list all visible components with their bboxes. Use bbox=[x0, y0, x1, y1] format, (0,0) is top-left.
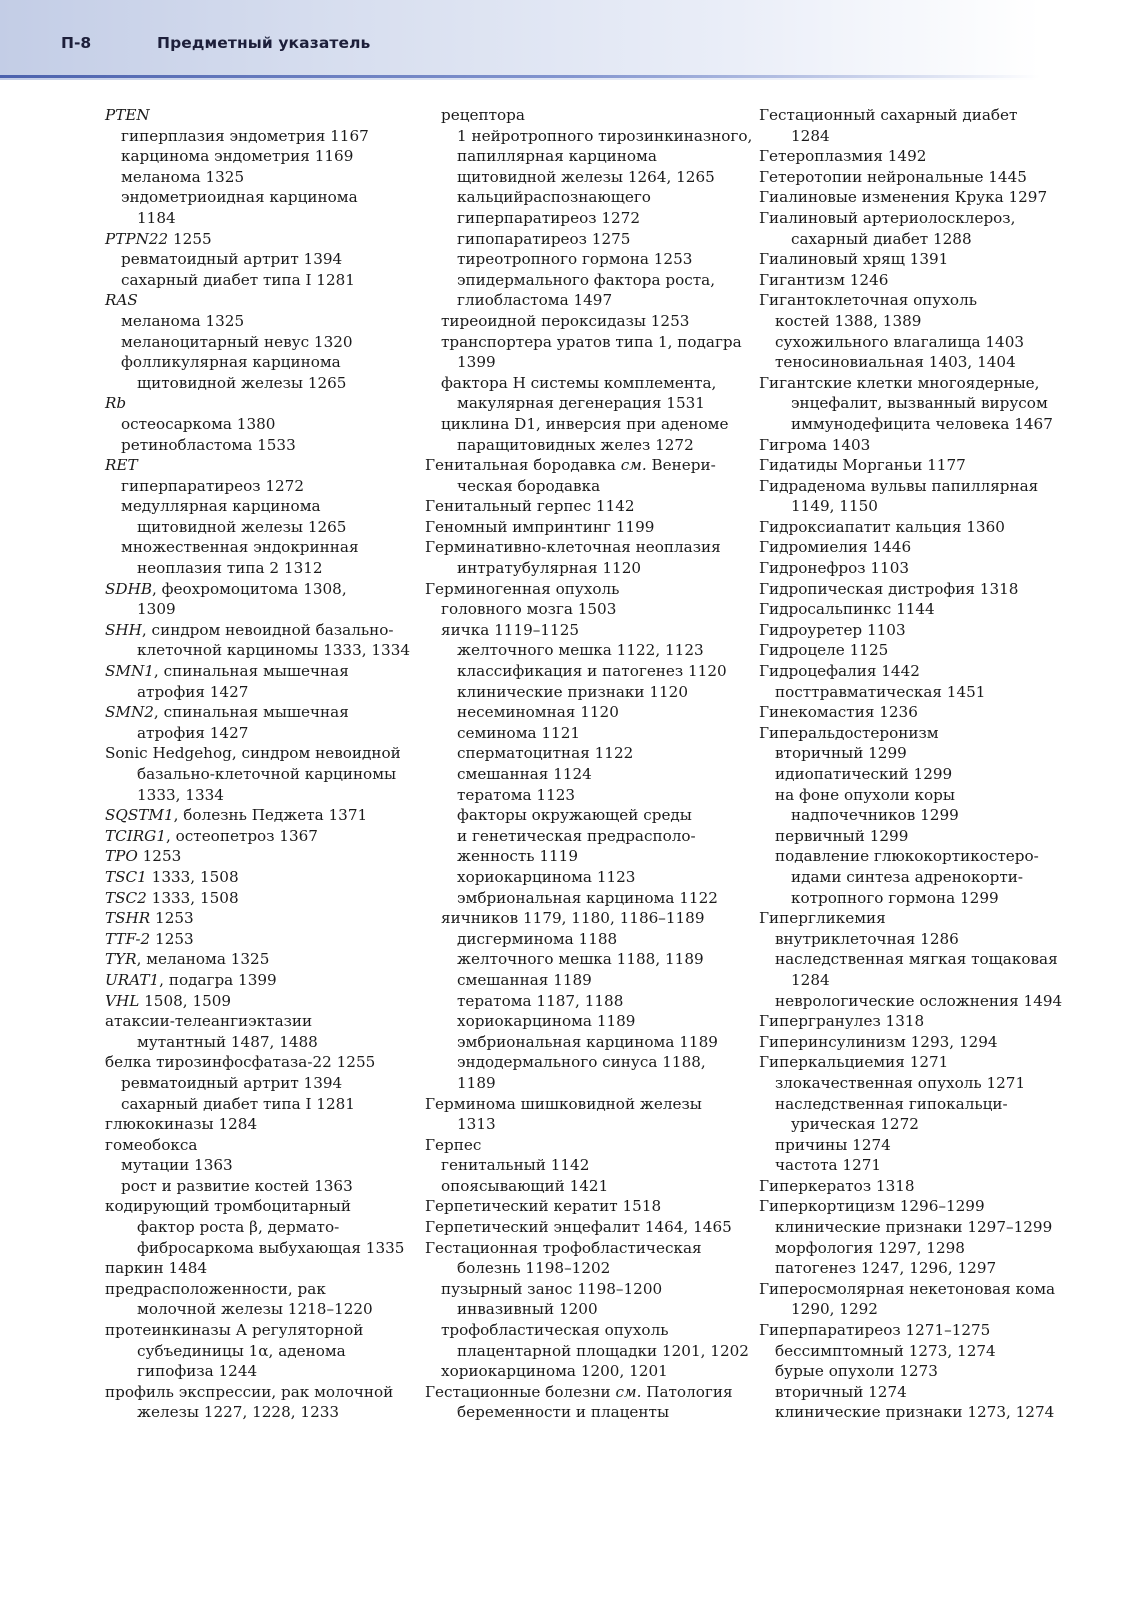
index-entry: 1309 bbox=[137, 600, 176, 619]
index-entry: предрасположенности, рак bbox=[105, 1279, 326, 1298]
index-entry: наследственная гипокальци- bbox=[775, 1094, 1008, 1113]
index-entry: фибросаркома выбухающая 1335 bbox=[137, 1238, 405, 1257]
index-entry: папиллярная карцинома bbox=[457, 147, 657, 166]
index-entry: факторы окружающей среды bbox=[457, 806, 692, 825]
index-entry: Гидромиелия 1446 bbox=[759, 538, 912, 557]
index-entry: 1399 bbox=[457, 353, 496, 372]
index-entry: Гетероплазмия 1492 bbox=[759, 147, 927, 166]
index-entry: Гидроцеле 1125 bbox=[759, 641, 889, 660]
index-entry: макулярная дегенерация 1531 bbox=[457, 394, 705, 413]
index-entry: Герпетический энцефалит 1464, 1465 bbox=[425, 1218, 732, 1237]
index-entry: Гетеротопии нейрональные 1445 bbox=[759, 167, 1027, 186]
index-entry: Гигантские клетки многоядерные, bbox=[759, 373, 1040, 392]
gene-symbol: SMN1 bbox=[105, 662, 154, 681]
page-number: П-8 bbox=[61, 34, 92, 52]
index-entry: 1284 bbox=[791, 970, 830, 989]
index-entry: 1284 bbox=[791, 126, 830, 145]
index-entry: TCIRG1, остеопетроз 1367 bbox=[105, 826, 318, 845]
index-entry: хориокарцинома 1200, 1201 bbox=[441, 1362, 668, 1381]
index-entry: карцинома эндометрия 1169 bbox=[121, 147, 354, 166]
index-entry: Гидроуретер 1103 bbox=[759, 620, 906, 639]
index-entry: TTF-2 1253 bbox=[105, 929, 194, 948]
gene-symbol: SMN2 bbox=[105, 703, 154, 722]
index-entry: желточного мешка 1122, 1123 bbox=[457, 641, 704, 660]
index-entry: 1333, 1334 bbox=[137, 785, 224, 804]
index-entry: патогенез 1247, 1296, 1297 bbox=[775, 1259, 997, 1278]
index-entry: PTPN22 1255 bbox=[105, 229, 212, 248]
index-entry: SQSTM1, болезнь Педжета 1371 bbox=[105, 806, 368, 825]
index-entry: Гиалиновые изменения Крука 1297 bbox=[759, 188, 1048, 207]
index-entry: субъединицы 1α, аденома bbox=[137, 1341, 346, 1360]
index-entry: плацентарной площадки 1201, 1202 bbox=[457, 1341, 749, 1360]
index-entry: посттравматическая 1451 bbox=[775, 682, 986, 701]
index-entry: Гиперосмолярная некетоновая кома bbox=[759, 1279, 1056, 1298]
see-reference: см. bbox=[615, 1382, 642, 1401]
index-entry: Гиалиновый артериолосклероз, bbox=[759, 208, 1016, 227]
index-entry: молочной железы 1218–1220 bbox=[137, 1300, 373, 1319]
index-entry: смешанная 1124 bbox=[457, 765, 592, 783]
index-entry: яичников 1179, 1180, 1186–1189 bbox=[441, 909, 705, 928]
index-entry: классификация и патогенез 1120 bbox=[457, 662, 727, 681]
index-entry: 1184 bbox=[137, 208, 176, 227]
gene-symbol: SDHB bbox=[105, 579, 152, 598]
index-entry: TPO 1253 bbox=[105, 847, 182, 866]
index-entry: URAT1, подагра 1399 bbox=[105, 970, 277, 989]
index-entry: сахарный диабет типа I 1281 bbox=[121, 270, 355, 289]
index-entry: паращитовидных желез 1272 bbox=[457, 435, 694, 454]
gene-symbol: VHL bbox=[105, 991, 140, 1010]
index-entry: урическая 1272 bbox=[791, 1115, 919, 1134]
gene-symbol: TSC1 bbox=[105, 867, 147, 886]
index-entry: Геномный импринтинг 1199 bbox=[425, 517, 655, 536]
index-entry: Гигантоклеточная опухоль bbox=[759, 291, 977, 310]
index-entry: семинома 1121 bbox=[457, 723, 581, 742]
index-entry: головного мозга 1503 bbox=[441, 600, 617, 619]
gene-symbol: TTF-2 bbox=[105, 929, 151, 948]
index-entry: и генетическая предрасполо- bbox=[457, 826, 696, 845]
index-entry: базально-клеточной карциномы bbox=[137, 765, 397, 783]
index-entry: гомеобокса bbox=[105, 1135, 198, 1154]
index-entry: Герпетический кератит 1518 bbox=[425, 1197, 662, 1216]
index-entry: мутации 1363 bbox=[121, 1156, 233, 1175]
index-entry: Гигантизм 1246 bbox=[759, 270, 889, 289]
index-entry: рост и развитие костей 1363 bbox=[121, 1176, 353, 1195]
index-entry: Гинекомастия 1236 bbox=[759, 703, 918, 722]
index-entry: кальцийраспознающего bbox=[457, 188, 651, 207]
index-entry: RET bbox=[105, 456, 138, 475]
index-entry: инвазивный 1200 bbox=[457, 1300, 598, 1319]
gene-symbol: PTPN22 bbox=[105, 229, 169, 248]
index-entry: вторичный 1299 bbox=[775, 744, 907, 763]
index-entry: фактор роста β, дермато- bbox=[137, 1218, 340, 1237]
index-entry: Rb bbox=[105, 394, 127, 413]
index-entry: SMN1, спинальная мышечная bbox=[105, 662, 349, 681]
index-entry: гиперпаратиреоз 1272 bbox=[457, 208, 641, 227]
index-entry: меланома 1325 bbox=[121, 167, 245, 186]
index-entry: Sonic Hedgehog, синдром невоидной bbox=[105, 744, 401, 763]
see-reference: см. bbox=[620, 456, 647, 475]
index-entry: фолликулярная карцинома bbox=[121, 353, 341, 372]
index-entry: идами синтеза адренокорти- bbox=[791, 867, 1023, 886]
index-entry: щитовидной железы 1264, 1265 bbox=[457, 167, 715, 186]
index-entry: белка тирозинфосфатаза-22 1255 bbox=[105, 1053, 376, 1072]
index-entry: тиреоидной пероксидазы 1253 bbox=[441, 311, 690, 330]
index-entry: Гидропическая дистрофия 1318 bbox=[759, 579, 1019, 598]
index-entry: несеминомная 1120 bbox=[457, 703, 619, 722]
index-entry: болезнь 1198–1202 bbox=[457, 1259, 611, 1278]
index-entry: рецептора bbox=[441, 106, 525, 124]
index-entry: ревматоидный артрит 1394 bbox=[121, 1073, 343, 1092]
index-entry: клеточной карциномы 1333, 1334 bbox=[137, 641, 411, 660]
index-entry: наследственная мягкая тощаковая bbox=[775, 950, 1058, 969]
index-entry: атрофия 1427 bbox=[137, 682, 249, 701]
index-entry: хориокарцинома 1189 bbox=[457, 1012, 636, 1031]
index-entry: костей 1388, 1389 bbox=[775, 311, 922, 330]
index-entry: глюкокиназы 1284 bbox=[105, 1115, 258, 1134]
index-entry: бессимптомный 1273, 1274 bbox=[775, 1341, 996, 1360]
index-entry: ретинобластома 1533 bbox=[121, 435, 296, 454]
index-entry: Гиперкортицизм 1296–1299 bbox=[759, 1197, 985, 1216]
index-entry: женность 1119 bbox=[457, 847, 579, 866]
gene-symbol: TCIRG1 bbox=[105, 826, 166, 845]
index-entry: атаксии-телеангиэктазии bbox=[105, 1012, 313, 1031]
index-entry: Гидроцефалия 1442 bbox=[759, 662, 920, 681]
index-entry: пузырный занос 1198–1200 bbox=[441, 1279, 663, 1298]
index-entry: 1313 bbox=[457, 1115, 496, 1134]
index-entry: тиреотропного гормона 1253 bbox=[457, 250, 693, 269]
index-entry: Гигрома 1403 bbox=[759, 435, 871, 454]
index-entry: глиобластома 1497 bbox=[457, 291, 613, 310]
index-entry: 1189 bbox=[457, 1073, 496, 1092]
index-entry: гипопаратиреоз 1275 bbox=[457, 229, 631, 248]
gene-symbol: SHH bbox=[105, 620, 142, 639]
index-entry: Гипергликемия bbox=[759, 909, 886, 928]
index-entry: щитовидной железы 1265 bbox=[137, 373, 347, 392]
index-entry: 1290, 1292 bbox=[791, 1300, 878, 1319]
index-entry: Гиалиновый хрящ 1391 bbox=[759, 250, 949, 269]
index-entry: беременности и плаценты bbox=[457, 1403, 670, 1422]
index-entry: фактора Н системы комплемента, bbox=[441, 373, 717, 392]
index-entry: идиопатический 1299 bbox=[775, 765, 953, 783]
index-entry: VHL 1508, 1509 bbox=[105, 991, 232, 1010]
index-entry: Гиперкератоз 1318 bbox=[759, 1176, 915, 1195]
index-entry: Гидросальпинкс 1144 bbox=[759, 600, 935, 619]
index-entry: на фоне опухоли коры bbox=[775, 785, 955, 804]
index-entry: смешанная 1189 bbox=[457, 970, 592, 989]
index-entry: дисгерминома 1188 bbox=[457, 929, 618, 948]
index-entry: тератома 1123 bbox=[457, 785, 576, 804]
index-column-2 bbox=[425, 105, 753, 1423]
index-column-1 bbox=[105, 105, 423, 1423]
index-entry: кодирующий тромбоцитарный bbox=[105, 1197, 351, 1216]
index-entry: вторичный 1274 bbox=[775, 1382, 907, 1401]
index-entry: Гипергранулез 1318 bbox=[759, 1012, 925, 1031]
index-entry: SDHB, феохромоцитома 1308, bbox=[105, 579, 347, 598]
index-entry: меланома 1325 bbox=[121, 311, 245, 330]
index-entry: циклина D1, инверсия при аденоме bbox=[441, 414, 729, 433]
index-entry: Гестационные болезни см. Патология bbox=[425, 1382, 733, 1401]
index-entry: гиперпаратиреоз 1272 bbox=[121, 476, 305, 495]
index-entry: ревматоидный артрит 1394 bbox=[121, 250, 343, 269]
index-entry: остеосаркома 1380 bbox=[121, 414, 276, 433]
index-entry: Генитальная бородавка см. Венери- bbox=[425, 456, 716, 475]
index-entry: Гиперинсулинизм 1293, 1294 bbox=[759, 1032, 998, 1051]
index-entry: Гидроксиапатит кальция 1360 bbox=[759, 517, 1005, 536]
index-entry: гипофиза 1244 bbox=[137, 1362, 258, 1381]
index-entry: Герпес bbox=[425, 1135, 482, 1154]
index-entry: неврологические осложнения 1494 bbox=[775, 991, 1063, 1010]
index-entry: RAS bbox=[105, 291, 138, 310]
index-entry: злокачественная опухоль 1271 bbox=[775, 1073, 1026, 1092]
index-entry: иммунодефицита человека 1467 bbox=[791, 414, 1053, 433]
index-entry: Герминома шишковидной железы bbox=[425, 1094, 702, 1113]
index-entry: Герминативно-клеточная неоплазия bbox=[425, 538, 721, 557]
index-entry: трофобластическая опухоль bbox=[441, 1321, 669, 1340]
index-entry: Гестационная трофобластическая bbox=[425, 1238, 702, 1257]
index-entry: генитальный 1142 bbox=[441, 1156, 590, 1175]
index-entry: клинические признаки 1120 bbox=[457, 682, 688, 701]
index-entry: паркин 1484 bbox=[105, 1259, 208, 1278]
gene-symbol: TYR bbox=[105, 950, 137, 969]
index-entry: Гидраденома вульвы папиллярная bbox=[759, 476, 1039, 495]
index-entry: ческая бородавка bbox=[457, 476, 601, 495]
index-entry: медуллярная карцинома bbox=[121, 497, 321, 516]
index-entry: яичка 1119–1125 bbox=[441, 620, 580, 639]
index-entry: протеинкиназы А регуляторной bbox=[105, 1321, 364, 1340]
index-column-3 bbox=[759, 105, 1077, 1423]
index-entry: мутантный 1487, 1488 bbox=[137, 1032, 318, 1051]
index-entry: опоясывающий 1421 bbox=[441, 1176, 609, 1195]
index-entry: клинические признаки 1297–1299 bbox=[775, 1218, 1053, 1237]
index-entry: TSHR 1253 bbox=[105, 909, 194, 928]
index-entry: SHH, синдром невоидной базально- bbox=[105, 620, 394, 639]
index-entry: профиль экспрессии, рак молочной bbox=[105, 1382, 394, 1401]
header-rule bbox=[0, 75, 1040, 78]
index-entry: SMN2, спинальная мышечная bbox=[105, 703, 349, 722]
index-entry: 1 нейротропного тирозинкиназного, bbox=[457, 126, 753, 145]
index-entry: тератома 1187, 1188 bbox=[457, 991, 624, 1010]
index-entry: TSC1 1333, 1508 bbox=[105, 867, 239, 886]
index-entry: Герминогенная опухоль bbox=[425, 579, 620, 598]
index-entry: котропного гормона 1299 bbox=[791, 888, 999, 907]
section-title: Предметный указатель bbox=[157, 34, 371, 52]
index-entry: эмбриональная карцинома 1189 bbox=[457, 1032, 718, 1051]
index-entry: внутриклеточная 1286 bbox=[775, 929, 959, 948]
index-entry: клинические признаки 1273, 1274 bbox=[775, 1403, 1055, 1422]
gene-symbol: SQSTM1 bbox=[105, 806, 174, 825]
index-entry: морфология 1297, 1298 bbox=[775, 1238, 965, 1257]
index-entry: Гиперальдостеронизм bbox=[759, 723, 939, 742]
index-entry: Гиперпаратиреоз 1271–1275 bbox=[759, 1321, 991, 1340]
index-entry: хориокарцинома 1123 bbox=[457, 867, 636, 886]
index-entry: меланоцитарный невус 1320 bbox=[121, 332, 353, 351]
index-entry: 1149, 1150 bbox=[791, 497, 878, 516]
index-entry: Гиперкальциемия 1271 bbox=[759, 1053, 949, 1072]
index-entry: энцефалит, вызванный вирусом bbox=[791, 394, 1048, 413]
index-entry: сухожильного влагалища 1403 bbox=[775, 332, 1025, 351]
index-entry: теносиновиальная 1403, 1404 bbox=[775, 353, 1016, 372]
index-entry: первичный 1299 bbox=[775, 826, 909, 845]
index-entry: Гидатиды Морганьи 1177 bbox=[759, 456, 966, 475]
gene-symbol: TSHR bbox=[105, 909, 151, 928]
index-entry: интратубулярная 1120 bbox=[457, 559, 642, 578]
index-entry: неоплазия типа 2 1312 bbox=[137, 559, 323, 578]
gene-symbol: TSC2 bbox=[105, 888, 147, 907]
index-entry: причины 1274 bbox=[775, 1135, 891, 1154]
index-entry: Гидронефроз 1103 bbox=[759, 559, 910, 578]
index-entry: PTEN bbox=[105, 106, 150, 124]
index-entry: подавление глюкокортикостеро- bbox=[775, 847, 1039, 866]
gene-symbol: TPO bbox=[105, 847, 138, 866]
index-entry: TYR, меланома 1325 bbox=[105, 950, 270, 969]
gene-symbol: URAT1 bbox=[105, 970, 160, 989]
index-entry: атрофия 1427 bbox=[137, 723, 249, 742]
index-entry: TSC2 1333, 1508 bbox=[105, 888, 239, 907]
index-entry: частота 1271 bbox=[775, 1156, 882, 1175]
index-entry: эндометриоидная карцинома bbox=[121, 188, 358, 207]
index-entry: надпочечников 1299 bbox=[791, 806, 959, 825]
index-entry: Гестационный сахарный диабет bbox=[759, 106, 1018, 124]
index-entry: транспортера уратов типа 1, подагра bbox=[441, 332, 742, 351]
index-entry: эпидермального фактора роста, bbox=[457, 270, 716, 289]
index-entry: бурые опухоли 1273 bbox=[775, 1362, 938, 1381]
index-entry: эмбриональная карцинома 1122 bbox=[457, 888, 718, 907]
index-entry: щитовидной железы 1265 bbox=[137, 517, 347, 536]
index-entry: сперматоцитная 1122 bbox=[457, 744, 634, 763]
index-entry: сахарный диабет типа I 1281 bbox=[121, 1094, 355, 1113]
index-entry: гиперплазия эндометрия 1167 bbox=[121, 126, 369, 145]
index-entry: Генитальный герпес 1142 bbox=[425, 497, 635, 516]
index-entry: железы 1227, 1228, 1233 bbox=[137, 1403, 340, 1422]
index-entry: желточного мешка 1188, 1189 bbox=[457, 950, 704, 969]
index-entry: сахарный диабет 1288 bbox=[791, 229, 972, 248]
index-entry: множественная эндокринная bbox=[121, 538, 359, 557]
index-entry: эндодермального синуса 1188, bbox=[457, 1053, 706, 1072]
